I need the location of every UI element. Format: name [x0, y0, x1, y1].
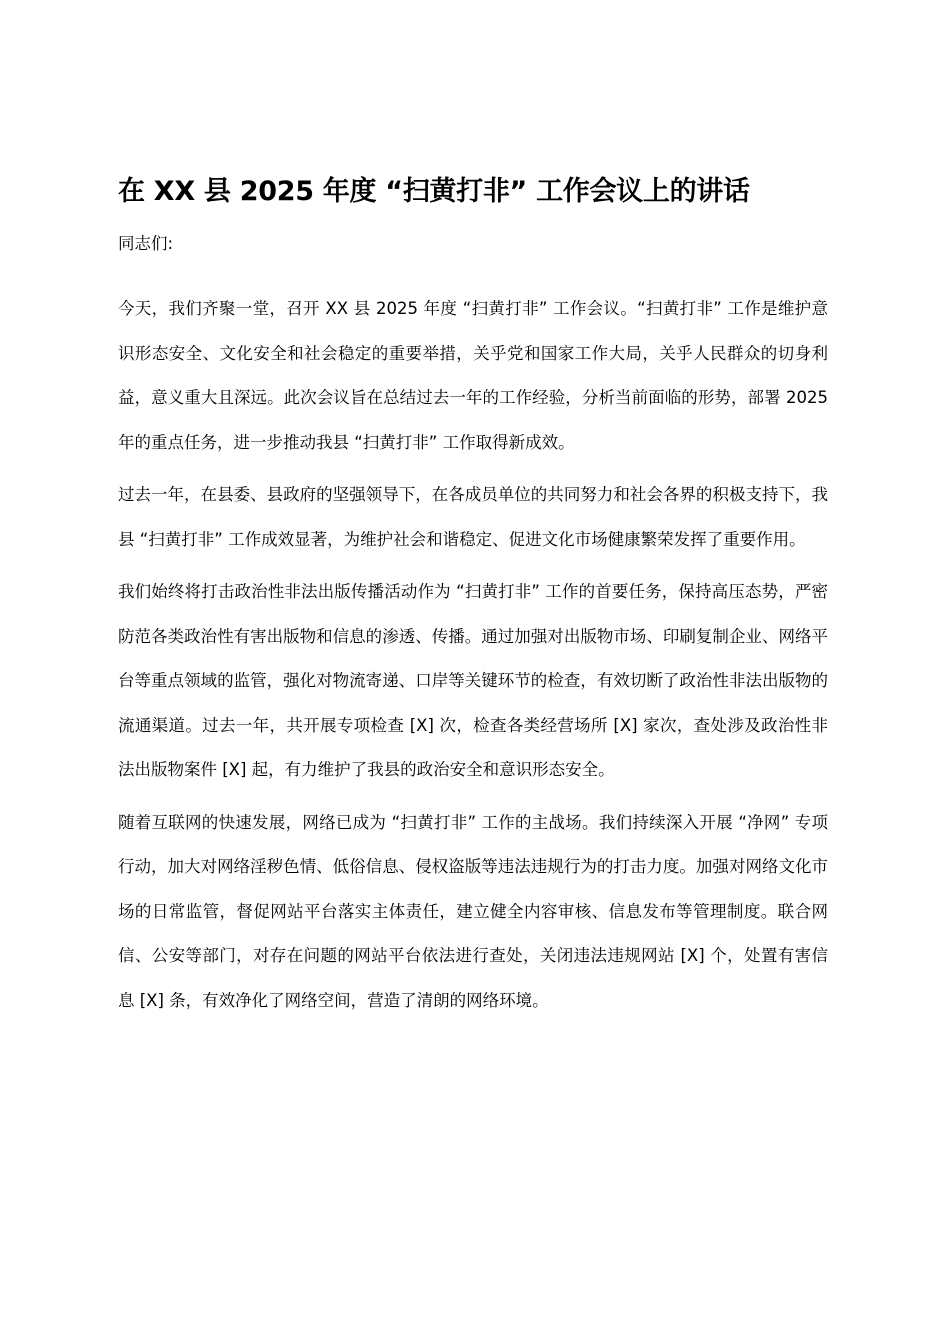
document-title: 在 XX 县 2025 年度 “扫黄打非” 工作会议上的讲话 — [118, 176, 750, 207]
paragraph-opening: 今天，我们齐聚一堂，召开 XX 县 2025 年度 “扫黄打非” 工作会议。“扫黄打非” 工作是维护意识形态安全、文化安全和社会稳定的重要举措，关乎党和国家工作大局，关乎人民群众的切身利益，意义重大且深远。此次会议旨在总结过去一年的工作经验，分析当前面临的形势，部署 2025 年的重点任务，进一步推动我县 “扫黄打非” 工作取得新成效。 — [118, 299, 828, 452]
paragraph-political-publications: 我们始终将打击政治性非法出版传播活动作为 “扫黄打非” 工作的首要任务，保持高压态势，严密防范各类政治性有害出版物和信息的渗透、传播。通过加强对出版物市场、印刷复制企业、网络平台等重点领域的监管，强化对物流寄递、口岸等关键环节的检查，有效切断了政治性非法出版物的流通渠道。过去一年，共开展专项检查 [X] 次，检查各类经营场所 [X] 家次，查处涉及政治性非法出版物案件 [X] 起，有力维护了我县的政治安全和意识形态安全。 — [118, 582, 828, 779]
paragraph-internet-cleanup: 随着互联网的快速发展，网络已成为 “扫黄打非” 工作的主战场。我们持续深入开展 “净网” 专项行动，加大对网络淫秽色情、低俗信息、侵权盗版等违法违规行为的打击力度。加强对网络文化市场的日常监管，督促网站平台落实主体责任，建立健全内容审核、信息发布等管理制度。联合网信、公安等部门，对存在问题的网站平台依法进行查处，关闭违法违规网站 [X] 个，处置有害信息 [X] 条，有效净化了网络空间，营造了清朗的网络环境。 — [118, 812, 828, 1010]
salutation: 同志们: — [118, 234, 174, 253]
document-page — [118, 170, 828, 1031]
paragraph-review: 过去一年，在县委、县政府的坚强领导下，在各成员单位的共同努力和社会各界的积极支持下，我县 “扫黄打非” 工作成效显著，为维护社会和谐稳定、促进文化市场健康繁荣发挥了重要作用。 — [118, 485, 828, 549]
